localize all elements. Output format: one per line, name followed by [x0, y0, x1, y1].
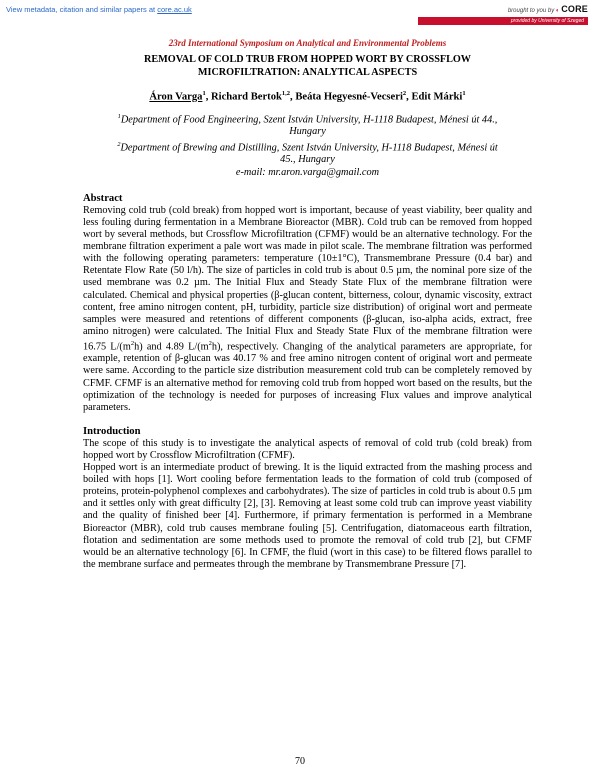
aff-2-sup: 2: [117, 140, 121, 148]
paper-page: [83, 38, 532, 571]
provided-by-banner[interactable]: provided by University of Szeged: [418, 17, 588, 25]
title-line-2: MICROFILTRATION: ANALYTICAL ASPECTS: [197, 66, 418, 78]
author-2: Richard Bertok: [210, 91, 282, 103]
brought-by-text: brought to you by: [507, 8, 555, 14]
core-brand-name: CORE: [561, 4, 588, 14]
introduction-paragraph-2: Hopped wort is an intermediate product of brewing. It is the liquid extracted from the mashing process and boiled with hops [1]. Wort cooling before fermentation leads to the formation of cold trub (composed of proteins, protein-polyphenol complexes and carbohydrates). The size of particles in cold trub is about 0.5 µm and it settles only with great difficulty [2], [3]. Removing at least some cold trub can improve yeast viability and the quality of finished beer [4]. Furthermore, if primary fermentation is performed in a Membrane Bioreactor (MBR), cold trub causes membrane fouling [5]. Centrifugation, diatomaceous earth filtration, flotation and sedimentation are some methods used to promote the removal of cold trub [2], but CFMF would be an alternative technology [6]. In CFMF, the fluid (wort in this case) to be filtered flows parallel to the membrane surface and permeates through the membrane by Transmembrane Pressure [7].: [83, 462, 532, 570]
author-list: Áron Varga$^1$, Richard Bertok$^{1,2}$, Beáta Hegyesné-Vecseri$^2$, Edit Márki$^1$: [149, 90, 466, 103]
abstract-heading: Abstract: [83, 192, 123, 204]
aff-1-sup: 1: [117, 112, 121, 120]
abstract-part-2: h) and 4.89 L/(m: [134, 341, 209, 353]
core-brand[interactable]: [508, 4, 588, 14]
introduction-heading: Introduction: [83, 425, 141, 437]
aff-1-line-1: Department of Food Engineering, Szent István University, H-1118 Budapest, Ménesi út 44.,: [120, 113, 498, 125]
affiliations: [83, 111, 532, 179]
abstract-text: [83, 205, 532, 414]
core-metadata-link[interactable]: [6, 5, 192, 14]
paper-title: [83, 54, 532, 79]
title-line-1: REMOVAL OF COLD TRUB FROM HOPPED WORT BY CROSSFLOW: [144, 54, 471, 65]
affiliation-1: [83, 111, 532, 127]
core-header-bar: [0, 0, 600, 26]
author-2-sup: 1,2: [281, 90, 291, 97]
aff-2-line-1: Department of Brewing and Distilling, Szent István University, H-1118 Budapest, Ménesi út: [120, 141, 498, 153]
page-number: 70: [295, 756, 305, 767]
abstract-part-3: h), respectively. Changing of the analytical parameters are appropriate, for example, retention of β-glucan was 40.17 % and free amino nitrogen content of original wort and permeate were same. According to the particle size distribution measurement cold trub can be completely removed by CFMF. CFMF is an alternative method for removing cold trub from hopped wort based on the results, but the optimization of the technology is needed for purposes of increasing Flux values and improve analytical parameters.: [83, 341, 532, 413]
core-link-text: View metadata, citation and similar papers at: [6, 5, 158, 14]
abstract-sup-2: 2: [208, 339, 212, 347]
author-4-sup: 1: [462, 90, 466, 97]
author-1-sup: 1: [202, 90, 206, 97]
introduction-paragraph-1: The scope of this study is to investigate the analytical aspects of removal of cold trub (cold break) from hopped wort by Crossflow Microfiltration (CFMF).: [83, 437, 532, 461]
aff-2-line-2: 45., Hungary: [280, 154, 335, 166]
core-link-domain[interactable]: core.ac.uk: [157, 5, 192, 14]
symposium-header: 23rd International Symposium on Analytical and Environmental Problems: [168, 38, 447, 48]
author-1: Áron Varga: [149, 91, 203, 103]
affiliation-2: [83, 139, 532, 155]
core-logo-icon: ◐: [555, 8, 560, 14]
author-3-sup: 2: [402, 90, 407, 97]
abstract-part-1: Removing cold trub (cold break) from hopped wort is important, because of yeast viability, beer quality and less fouling during fermentation in a Membrane Bioreactor (MBR). Cold trub can be removed from hopped wort by several methods, but Crossflow Microfiltration (CFMF) would be an alternative technology. For the membrane filtration experiment a pale wort was made in pilot scale. The membrane filtration was performed with the following operating parameters: temperature (10±1°C), Transmembrane Pressure (0.4 bar) and Retentate Flow Rate (50 l/h). The size of particles in cold trub is about 0.5 µm, the nominal pore size of the used membrane was 0.2 µm. The Initial Flux and Steady State Flux of the membrane filtration were calculated. Chemical and physical properties (β-glucan content, bitterness, colour, dynamic viscosity, extract content, free amino nitrogen content, pH, turbidity, particle size distribution) of original wort and permeate samples were measured and retentions of different components (β-glucan, iso-alpha acids, extract, free amino nitrogen) were calculated. The Initial Flux and Steady State Flux of the membrane filtration were 16.75 L/(m: [83, 204, 532, 353]
author-4: Edit Márki: [411, 91, 463, 103]
contact-email: e-mail: mr.aron.varga@gmail.com: [235, 166, 380, 178]
author-3: Beáta Hegyesné-Vecseri: [295, 91, 403, 103]
abstract-sup-1: 2: [130, 339, 135, 347]
aff-1-line-2: Hungary: [289, 126, 326, 138]
